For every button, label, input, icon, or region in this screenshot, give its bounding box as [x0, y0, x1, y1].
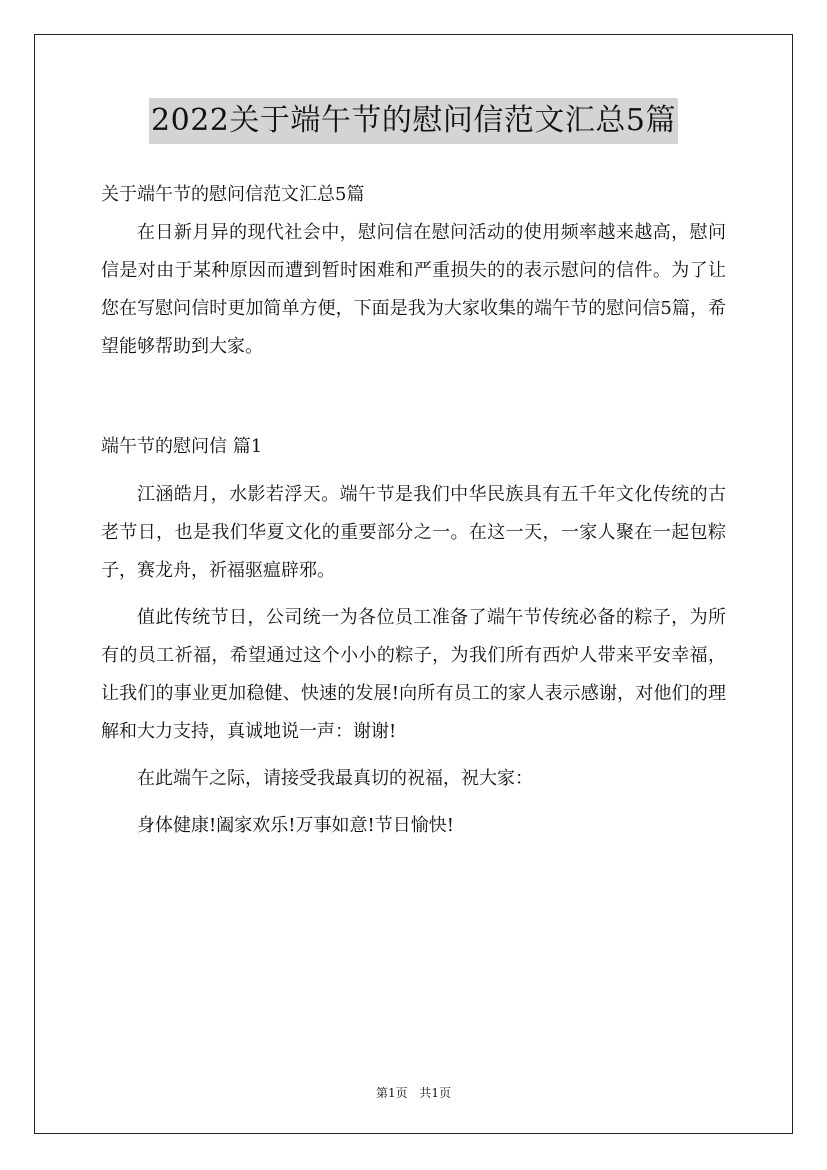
page-footer [0, 1084, 827, 1101]
page-number: 第1页 [375, 1086, 408, 1100]
body-paragraph: 江涵皓月，水影若浮天。端午节是我们中华民族具有五千年文化传统的古老节日，也是我们华夏文化的重要部分之一。在这一天，一家人聚在一起包粽子，赛龙舟，祈福驱瘟辟邪。 [101, 484, 726, 581]
document-title: 2022关于端午节的慰问信范文汇总5篇 [149, 98, 678, 144]
section-heading: 端午节的慰问信 篇1 [101, 436, 263, 457]
body-paragraph: 值此传统节日，公司统一为各位员工准备了端午节传统必备的粽子，为所有的员工祈福，希望通过这个小小的粽子，为我们所有西炉人带来平安幸福，让我们的事业更加稳健、快速的发展!向所有员工的家人表示感谢，对他们的理解和大力支持，真诚地说一声：谢谢! [101, 607, 726, 742]
body-paragraph: 在此端午之际，请接受我最真切的祝福，祝大家： [137, 768, 533, 789]
document-body [101, 176, 726, 845]
section-spacer [101, 366, 726, 428]
intro-paragraph: 在日新月异的现代社会中，慰问信在慰问活动的使用频率越来越高，慰问信是对由于某种原因而遭到暂时困难和严重损失的的表示慰问的信件。为了让您在写慰问信时更加简单方便，下面是我为大家收集的端午节的慰问信5篇，希望能够帮助到大家。 [101, 222, 726, 357]
body-paragraph: 身体健康!阖家欢乐!万事如意!节日愉快! [137, 815, 454, 836]
document-subtitle: 关于端午节的慰问信范文汇总5篇 [101, 184, 365, 205]
page-total: 共1页 [419, 1086, 452, 1100]
title-container [0, 98, 827, 144]
